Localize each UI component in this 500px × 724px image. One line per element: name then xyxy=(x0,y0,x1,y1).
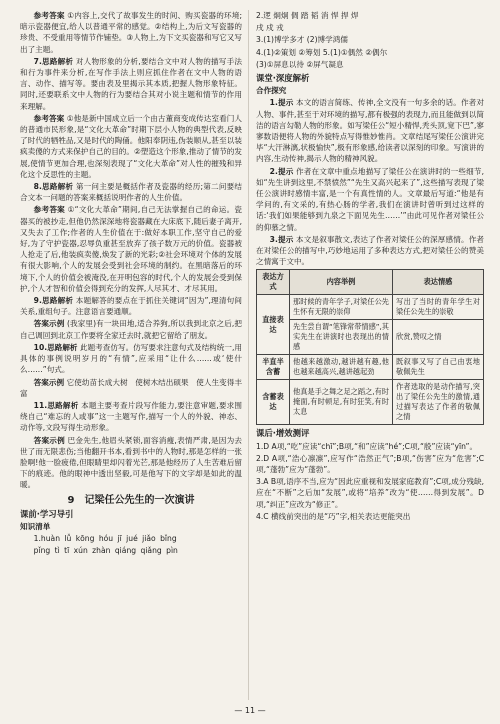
column-divider xyxy=(248,10,249,700)
table-header: 表达方式 xyxy=(257,270,290,295)
pinyin-row: pǐng tì tī xún zhàn qiáng qiǎng pìn xyxy=(33,546,178,556)
knowledge-list-heading: 知识清单 xyxy=(20,521,51,531)
table-header: 表达情感 xyxy=(393,270,484,295)
table-header: 内容举例 xyxy=(290,270,393,295)
table-header-row xyxy=(257,270,484,295)
table-cell-content: 他越来越激动,越讲越有趣,他也越来越高兴,越讲越起劲 xyxy=(290,355,393,380)
expression-table xyxy=(256,269,484,425)
q4-answer: 4.(1)②策划 ②筹划 5.(1)①偶然 ②偶尔 xyxy=(256,47,388,57)
test-answer-2: 2.D A项,“浩心凛凛”,应写作“浩然正气”;B项,“伤害”应为“危害”;C项,“蓬勃”应为“蓬勃”。 xyxy=(256,453,484,475)
table-row xyxy=(257,295,484,320)
q9-answer: 答案示例 (我家里)有一块田地,适合养狗,所以我到北京之后,把自己调回到北京工作要将全家迁去时,就把它留给了朋友。 xyxy=(20,319,242,340)
right-column xyxy=(256,10,484,523)
table-cell-emotion: 写出了当时的青年学生对梁任公先生的崇敬 xyxy=(393,295,484,320)
table-cell-content: 他真是手之舞之足之蹈之,有时掩面,有时顿足,有时狂笑,有时太息 xyxy=(290,380,393,425)
q7-answer: 参考答案 ①他是新中国成立后一个由古董商变成传达室看门人的普通市民形象,是“文化大革命”时期下层小人物的典型代表,反映了时代的牺牲品,又是时代的陶俑。他阳奉阴违,伪装顺从,甚至以装疯卖傻的方式来保护自己的目的。②塑造这个形象,推动了情节的发展,使情节更加合理,也深刻表现了“文化大革命”对人性的摧残和异化这个反思性的主题。 xyxy=(20,113,242,179)
table-row xyxy=(257,320,484,355)
table-cell-content: 那时候的青年学子,对梁任公先生怀有无限的崇仰 xyxy=(290,295,393,320)
table-row xyxy=(257,355,484,380)
q10-answer: 答案示例 它使幼苗长成大树 使树木结出硕果 使人生变得丰富 xyxy=(20,377,243,398)
in-class-heading: 课堂·深度解析 xyxy=(256,73,310,84)
lesson-title xyxy=(20,495,242,506)
q3-answer: 3.(1)博学多才 (2)博学鸿儒 xyxy=(256,35,348,45)
table-cell-method: 直接表达 xyxy=(257,295,290,355)
hint-1: 1.提示 本文的语言简练、传神,全文没有一句多余的话。作者对人物、事件,甚至于对环境的描写,都有极强的表现力,而且能做到以简洁的语言勾勒人物的形象。如写梁任公“短小精悍,秃头顶,宽下巴”,寥寥数语便将人物的外貌特点写得惟妙惟肖。文章结尾写梁任公演讲完毕“大汗淋漓,状极愉快”,极有形象感,给读者以深刻的印象。写演讲的内容,生动传神,揭示人物的精神风貌。 xyxy=(256,98,484,164)
lesson-title-text: 记梁任公先生的一次演讲 xyxy=(84,494,195,506)
pre-class-heading: 课前·学习导引 xyxy=(20,508,74,519)
table-cell-emotion: 欣赏,赞叹之情 xyxy=(393,320,484,355)
test-answer-3: 3.A B项,语序不当,应为“因此应重视和发展家庭教育”;C项,成分残缺,应在“不断”之后加“发展”,或将“培养”改为“使……得到发展”。D项,“纠正”应改为“修正”。 xyxy=(256,477,484,509)
table-cell-emotion: 作者选取的是动作描写,突出了梁任公先生的激情,通过描写表达了作者的敬佩之情 xyxy=(393,380,484,425)
q8-analysis: 8.思路解析 第一问主要是概括作者及瓷器的经历;第二问要结合文本一问题的答案来概括说明作者的人生价值。 xyxy=(20,182,242,203)
answer-paragraph: 参考答案 ①内容上,交代了故事发生的时间、购买瓷器的环境;暗示瓷器便宜,给人以普通平常的感觉。②结构上,为后文写瓷器的珍贵、不受重用等情节作铺垫。③人物上,为下文买瓷器和写它又写出了主题。 xyxy=(20,11,243,54)
pinyin-row: 1.huàn lǚ kōng hóu jī jué jiǎo bǐng xyxy=(33,534,177,544)
q9-analysis: 9.思路解析 本题解答的要点在于抓住关键词“因为”,理清句间关系,重组句子。注意语言要通顺。 xyxy=(20,296,242,317)
left-column xyxy=(20,10,242,558)
q11-analysis: 11.思路解析 本题主要考查片段写作能力,要注意审题,要求围绕自己“难忘的人或事”这一主题写作,描写一个人的外貌、神态、动作等,文段写得生动形象。 xyxy=(20,400,243,433)
table-cell-emotion: 既叙事又写了自己由衷地敬佩先生 xyxy=(393,355,484,380)
lesson-number: 9 xyxy=(67,494,75,506)
q7-analysis: 7.思路解析 对人物形象的分析,要结合文中对人物的描写手法和行为事件来分析,在写作手法上则应抓住作者在文中人物的语言、动作、描写等。要由表及里揭示其本质,把握人物形象特征。同时,还要联系文中人物的行为要结合其对小说主题和情节的作用来理解。 xyxy=(20,56,242,111)
q2-answer: 2.逻 炯炯 倜 踏 韬 消 悍 捍 焊 xyxy=(256,11,359,20)
page-number: — 11 — xyxy=(234,706,266,715)
hint-2: 2.提示 作者在文章中重点地描写了梁任公在演讲时的一些细节,如“先生讲到这里,不禁愤然”“先生又高兴起来了”,这些描写表现了梁任公演讲时感情丰富,是一个有真性情的人。文章最后写道:“他是有学问的,有文采的,有热心肠的学者,我们在演讲时曾听到过这样的话:‘我们如果能够到九泉之下面见先生……’”由此可见作者对梁任公的仰慕之情。 xyxy=(256,166,484,232)
table-cell-method: 含蓄表达 xyxy=(257,380,290,425)
table-cell-method: 半直半含蓄 xyxy=(257,355,290,380)
test-answer-1: 1.D A项,“吃”应读“chī”;B项,“和”应读“hé”;C项,“殷”应读“yīn”。 xyxy=(256,441,478,451)
q11-answer: 答案示例 巴金先生,他眉头紧锁,面容消瘦,表情严肃,是因为去世了而无限悲伤;当他翻开书本,看到书中的人物时,那是怎样的一张脸啊!他一脸疲倦,但眼睛里却闪着光芒,那是他经历了人生苦难后留下的痕迹。他的眼神中透出坚毅,可是他写下的文字却是如此的温暖。 xyxy=(20,435,243,490)
hint-3: 3.提示 本文是叙事散文,表达了作者对梁任公的深厚感情。作者在对梁任公的描写中,巧妙地运用了多种表达方式,把对梁任公的赞美之情寓于文中。 xyxy=(256,234,484,267)
cooperative-inquiry-heading: 合作探究 xyxy=(256,86,287,96)
q8-answer: 参考答案 ①“文化大革命”期间,自己无法掌握自己的命运。瓷器买的被抄走,但他仍然深深地将瓷器藏在大床底下,随后妻子离开,又失去了工作;作者的人生价值在于:做好本职工作,坚守自己的爱好,为了守护瓷器,忍辱负重甚至放弃了孩子数万元的价值。瓷器被人抢走了后,他装疯卖傻,焕发了新的光彩;②社会环境对个体的发展有很大影响,个人的发展会受到社会环境的制约。在黑暗落后的环境下,个人的价值会被淹没,在开明包容的时代,个人的发展会受到保护,个人才智和价值会得到充分的发挥,人尽其才、才尽其用。 xyxy=(20,205,242,293)
after-class-heading: 课后·增效测评 xyxy=(256,428,310,439)
q2-answer-cont: 戌 戍 戎 xyxy=(256,23,284,33)
table-row xyxy=(257,380,484,425)
test-answer-4: 4.C 横线前突出的是“巧”字,相关表达更能突出 xyxy=(256,511,411,521)
table-cell-content: 先生尝自谓“笔锋常带情感”,其实先生在讲演时也表现出的情感 xyxy=(290,320,393,355)
q4-answer-cont: (3)①屏息以待 ②屏气凝息 xyxy=(256,59,344,69)
q10-analysis: 10.思路解析 此题考查仿写。仿写要求注意句式及结构统一,用具体的事例说明岁月的“有情”,应采用“让什么……或‘使什么……”句式。 xyxy=(20,342,242,375)
